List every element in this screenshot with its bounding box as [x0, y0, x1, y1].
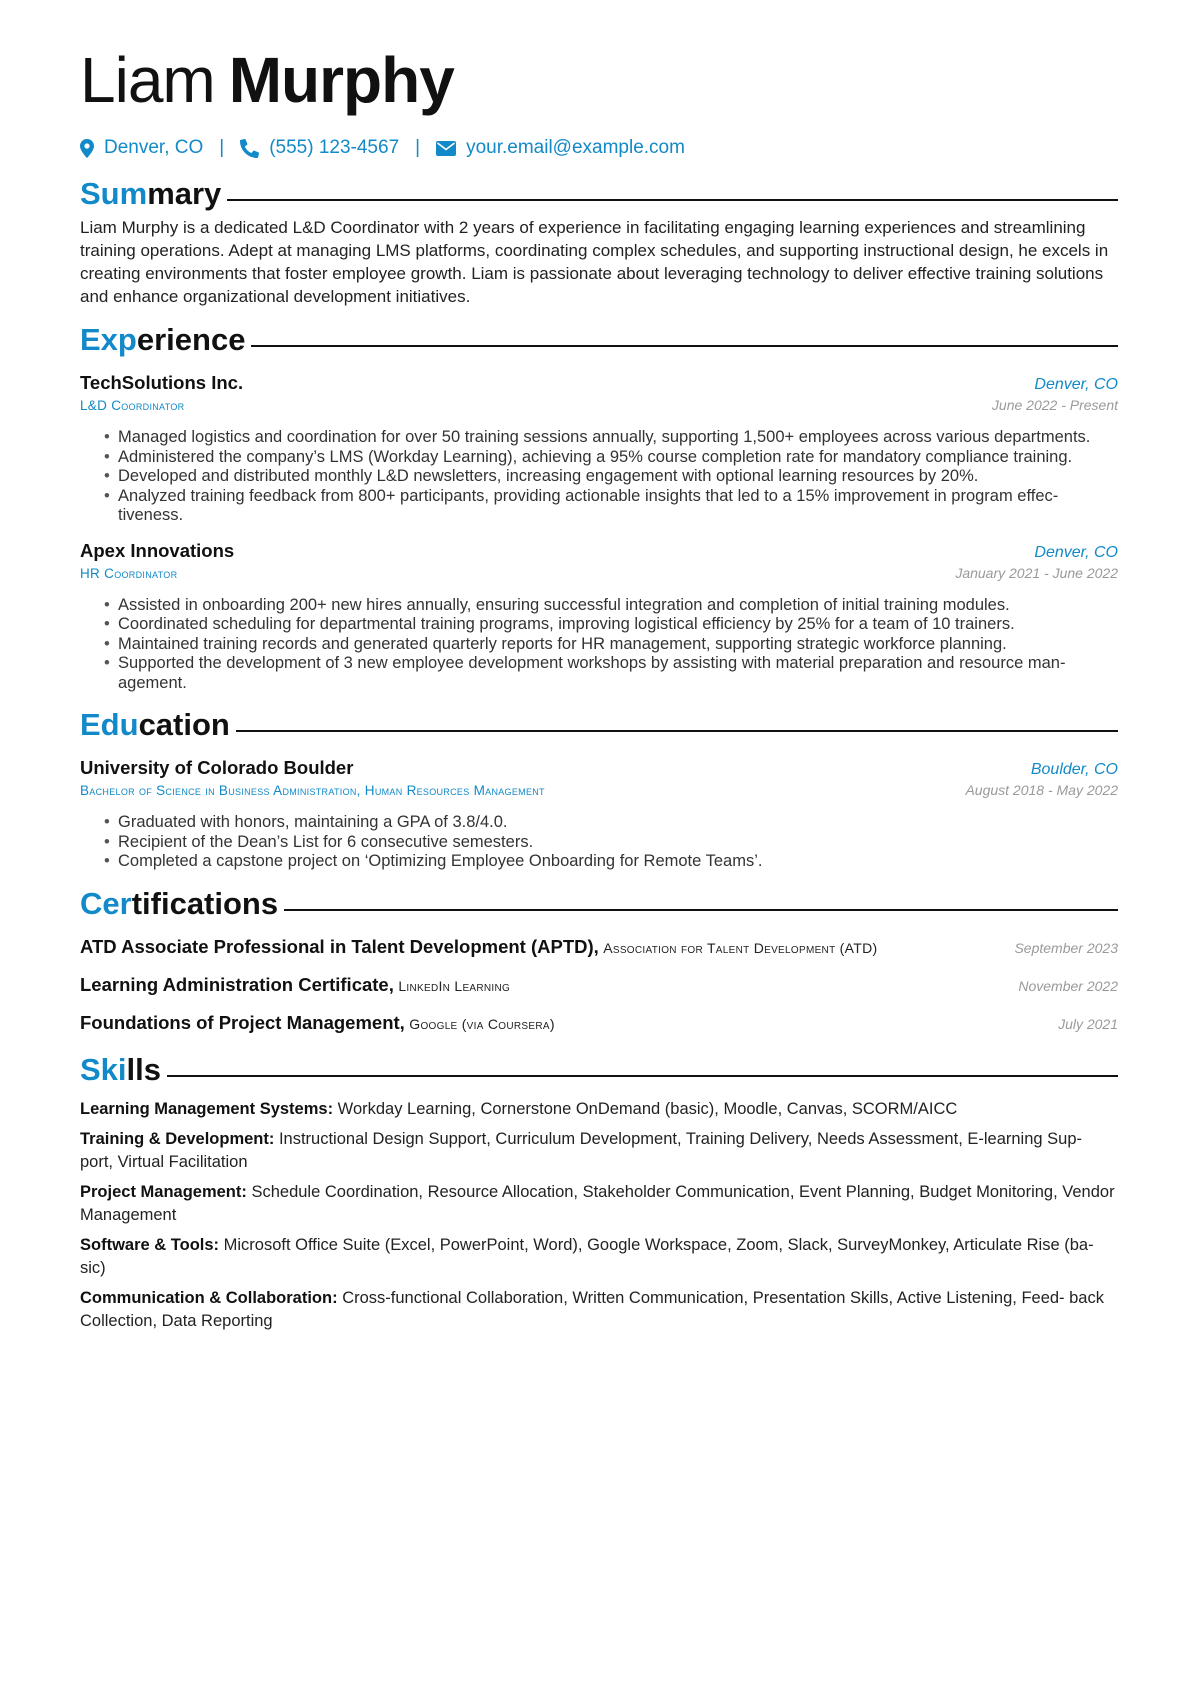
cert-issuer: LinkedIn Learning — [398, 977, 511, 994]
job-title: L&D Coordinator — [80, 398, 185, 413]
location-text: Denver, CO — [104, 137, 204, 158]
cert-date: November 2022 — [1018, 977, 1118, 994]
skill-row — [80, 1098, 1118, 1121]
bullet-item: • Coordinated scheduling for departmental training programs, improving logistical efficiency by 25% for a team of 10 trainers. — [104, 615, 1118, 635]
education-entry — [80, 755, 1118, 872]
section-title: Experience — [80, 322, 246, 357]
resume-name — [80, 0, 1118, 120]
skill-row — [80, 1181, 1118, 1226]
entry-dates: June 2022 - Present — [991, 397, 1118, 413]
first-name: Liam — [80, 44, 215, 116]
skill-row — [80, 1234, 1118, 1279]
section-experience-heading — [80, 320, 1118, 360]
contact-separator: | — [219, 137, 225, 158]
experience-entry — [80, 370, 1118, 526]
skill-label: Communication & Collaboration: — [80, 1289, 338, 1307]
bullet-item: • Completed a capstone project on ‘Optimizing Employee Onboarding for Remote Teams’. — [104, 852, 1118, 872]
certification-entry: Learning Administration Certificate, LinkedIn Learning November 2022 — [80, 971, 1118, 1000]
skill-value: Instructional Design Support, Curriculum Development, Training Delivery, Needs Assessment, E-learning Sup- port, Virtual Facilitation — [80, 1130, 1083, 1171]
skill-label: Project Management: — [80, 1183, 247, 1201]
bullet-item: • Developed and distributed monthly L&D newsletters, increasing engagement with optional learning resources by 20%. — [104, 467, 1118, 487]
cert-date: July 2021 — [1058, 1015, 1118, 1032]
entry-location: Boulder, CO — [1030, 761, 1118, 778]
cert-name: Learning Administration Certificate — [80, 973, 389, 995]
skill-row — [80, 1287, 1118, 1332]
certification-entry: ATD Associate Professional in Talent Development (APTD), Association for Talent Development (ATD) September 2023 — [80, 933, 1118, 962]
contact-phone[interactable] — [240, 137, 399, 159]
school-name: University of Colorado Boulder — [80, 757, 354, 778]
skill-value: Cross-functional Collaboration, Written Communication, Presentation Skills, Active Listening, Feed- back Collection, Data Reporting — [80, 1289, 1104, 1330]
bullet-item: • Administered the company’s LMS (Workday Learning), achieving a 95% course completion rate for mandatory compliance training. — [104, 448, 1118, 468]
company-name: Apex Innovations — [80, 539, 235, 561]
skill-row — [80, 1128, 1118, 1173]
map-marker-icon — [80, 139, 94, 158]
degree-title: Bachelor of Science in Business Administration, Human Resources Management — [80, 783, 545, 798]
contact-separator: | — [415, 137, 421, 158]
section-education-heading — [80, 705, 1118, 745]
section-certifications-heading — [80, 884, 1118, 924]
bullet-item: • Supported the development of 3 new employee development workshops by assisting with material preparation and resource man- agement. — [104, 654, 1118, 693]
section-rule — [227, 199, 1118, 201]
skill-value: Workday Learning, Cornerstone OnDemand (basic), Moodle, Canvas, SCORM/AICC — [337, 1099, 958, 1118]
experience-entry — [80, 538, 1118, 694]
skill-label: Learning Management Systems: — [80, 1099, 334, 1118]
cert-issuer: Google (via Coursera) — [409, 1015, 555, 1032]
bullet-item: • Graduated with honors, maintaining a GPA of 3.8/4.0. — [104, 813, 1118, 833]
bullet-item: • Analyzed training feedback from 800+ participants, providing actionable insights that led to a 15% improvement in program effec- tiveness. — [104, 487, 1118, 526]
bullet-item: • Managed logistics and coordination for over 50 training sessions annually, supporting 1,500+ employees across various departments. — [104, 428, 1118, 448]
envelope-icon — [436, 141, 456, 156]
section-summary-heading — [80, 174, 1118, 214]
section-title: Education — [80, 707, 230, 742]
phone-text: (555) 123-4567 — [269, 137, 400, 158]
skill-label: Training & Development: — [80, 1130, 275, 1148]
bullet-item: • Assisted in onboarding 200+ new hires annually, ensuring successful integration and completion of initial training modules. — [104, 596, 1118, 616]
section-rule — [236, 730, 1118, 732]
phone-icon — [240, 139, 259, 158]
contact-email[interactable] — [436, 137, 685, 159]
cert-name: ATD Associate Professional in Talent Development (APTD) — [80, 935, 594, 957]
bullet-list — [80, 596, 1118, 694]
last-name: Murphy — [228, 44, 454, 116]
bullet-item: • Maintained training records and generated quarterly reports for HR management, supporting strategic workforce planning. — [104, 635, 1118, 655]
section-title: Summary — [80, 176, 222, 211]
contact-location — [80, 137, 203, 159]
entry-location: Denver, CO — [1034, 376, 1118, 393]
contact-line — [80, 134, 1118, 162]
summary-text: Liam Murphy is a dedicated L&D Coordinator with 2 years of experience in facilitating engaging learning experiences and streamlining training operations. Adept at managing LMS platforms, coordinating complex schedules, and supporting instructional design, he excels in creating environments that foster employee growth. Liam is passionate about leveraging technology to deliver effective training solutions and enhance organizational development initiatives. — [80, 218, 1109, 306]
section-skills-heading — [80, 1050, 1118, 1090]
entry-location: Denver, CO — [1034, 543, 1118, 561]
entry-dates: August 2018 - May 2022 — [965, 782, 1118, 798]
cert-name: Foundations of Project Management — [80, 1011, 400, 1033]
entry-dates: January 2021 - June 2022 — [955, 564, 1118, 581]
skill-label: Software & Tools: — [80, 1236, 220, 1254]
bullet-list — [80, 428, 1118, 526]
section-title: Skills — [80, 1051, 161, 1087]
section-rule — [167, 1075, 1118, 1077]
section-rule — [251, 345, 1118, 347]
bullet-list — [80, 813, 1118, 872]
company-name: TechSolutions Inc. — [80, 372, 244, 393]
bullet-item: • Recipient of the Dean’s List for 6 consecutive semesters. — [104, 833, 1118, 853]
section-rule — [284, 909, 1118, 911]
section-title: Certifications — [80, 885, 279, 921]
job-title: HR Coordinator — [80, 565, 178, 581]
certification-entry: Foundations of Project Management, Google (via Coursera) July 2021 — [80, 1009, 1118, 1038]
skill-value: Schedule Coordination, Resource Allocation, Stakeholder Communication, Event Planning, Budget Monitoring, Vendor Management — [80, 1183, 1115, 1224]
email-link: your.email@example.com — [466, 137, 685, 158]
cert-issuer: Association for Talent Development (ATD) — [603, 939, 878, 956]
cert-date: September 2023 — [1014, 939, 1118, 956]
skill-value: Microsoft Office Suite (Excel, PowerPoint, Word), Google Workspace, Zoom, Slack, SurveyMonkey, Articulate Rise (ba- sic) — [80, 1236, 1094, 1277]
